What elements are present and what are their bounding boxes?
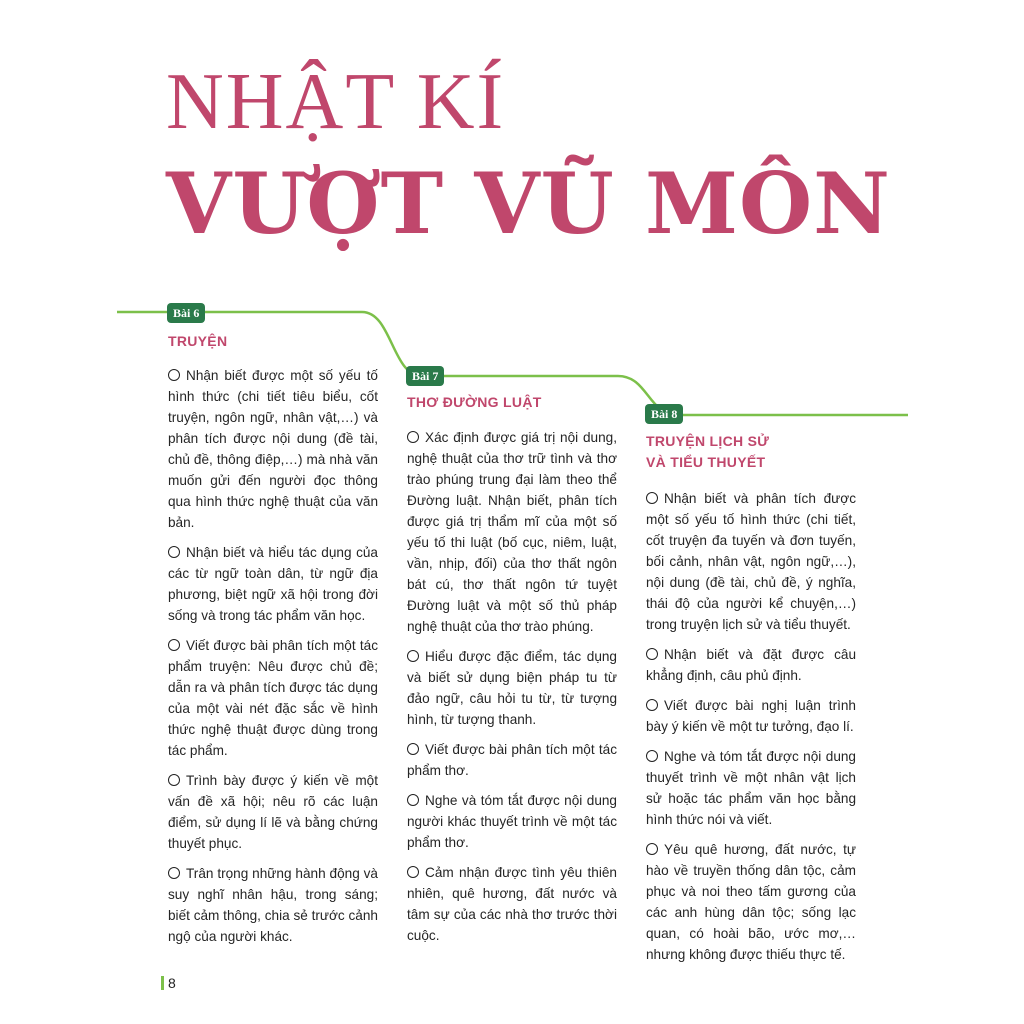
lesson-heading-line: TRUYỆN LỊCH SỬ	[646, 433, 770, 449]
objective-item	[646, 746, 856, 830]
page-number-marker	[161, 976, 164, 990]
circle-checkbox-icon	[407, 431, 419, 443]
objective-item	[407, 646, 617, 730]
objective-text: Viết được bài nghị luận trình bày ý kiến về một tư tưởng, đạo lí.	[646, 698, 856, 734]
objective-item	[646, 695, 856, 737]
objective-text: Cảm nhận được tình yêu thiên nhiên, quê hương, đất nước và tâm sự của các nhà thơ trước thời cuộc.	[407, 865, 617, 943]
circle-checkbox-icon	[407, 650, 419, 662]
lesson-heading-line: TRUYỆN	[168, 333, 228, 349]
objective-text: Nhận biết được một số yếu tố hình thức (chi tiết tiêu biểu, cốt truyện, ngôn ngữ, nhân vật,…) và phân tích được nội dung (đề tài, chủ đề, thông điệp,…) mà nhà văn muốn gửi đến người đọc thông qua hình thức nghệ thuật của văn bản.	[168, 368, 378, 530]
lesson-column-7	[407, 427, 617, 955]
objective-item	[168, 635, 378, 761]
objective-text: Nhận biết và hiểu tác dụng của các từ ngữ toàn dân, từ ngữ địa phương, biệt ngữ xã hội trong đời sống và trong tác phẩm văn học.	[168, 545, 378, 623]
lesson-column-8	[646, 488, 856, 974]
objective-text: Viết được bài phân tích một tác phẩm thơ.	[407, 742, 617, 778]
circle-checkbox-icon	[168, 369, 180, 381]
lesson-badge-6: Bài 6	[167, 303, 205, 323]
title-line-2: VƯỢT VŨ MÔN	[166, 154, 891, 253]
objective-item	[646, 644, 856, 686]
objective-text: Hiểu được đặc điểm, tác dụng và biết sử dụng biện pháp tu từ đảo ngữ, câu hỏi tu từ, từ tượng hình, từ tượng thanh.	[407, 649, 617, 727]
lesson-heading-7	[407, 392, 542, 413]
title-line-1: NHẬT KÍ	[166, 58, 506, 146]
objective-item	[168, 365, 378, 533]
objective-item	[407, 790, 617, 853]
objective-item	[646, 488, 856, 635]
lesson-heading-6	[168, 331, 227, 352]
objective-text: Nhận biết và đặt được câu khẳng định, câu phủ định.	[646, 647, 856, 683]
circle-checkbox-icon	[407, 743, 419, 755]
objective-item	[407, 427, 617, 637]
circle-checkbox-icon	[168, 774, 180, 786]
circle-checkbox-icon	[646, 492, 658, 504]
page-number: 8	[168, 975, 176, 991]
objective-item	[168, 863, 378, 947]
objective-text: Trình bày được ý kiến về một vấn đề xã hội; nêu rõ các luận điểm, sử dụng lí lẽ và bằng chứng thuyết phục.	[168, 773, 378, 851]
objective-text: Trân trọng những hành động và suy nghĩ nhân hậu, trong sáng; biết cảm thông, chia sẻ trước cảnh ngộ của người khác.	[168, 866, 378, 944]
lesson-badge-7: Bài 7	[406, 366, 444, 386]
objective-text: Xác định được giá trị nội dung, nghệ thuật của thơ trữ tình và thơ trào phúng trung đại làm theo thể Đường luật. Nhận biết, phân tích được giá trị thẩm mĩ của một số yếu tố thi luật (bố cục, niêm, luật, vần, nhịp, đối) của thơ thất ngôn bát cú, thơ thất ngôn tứ tuyệt Đường luật và một số thủ pháp nghệ thuật của thơ trào phúng.	[407, 430, 617, 634]
objective-item	[168, 542, 378, 626]
objective-item	[646, 839, 856, 965]
circle-checkbox-icon	[168, 639, 180, 651]
objective-text: Nghe và tóm tắt được nội dung thuyết trình về một nhân vật lịch sử hoặc tác phẩm văn học bằng hình thức nói và viết.	[646, 749, 856, 827]
objective-item	[407, 739, 617, 781]
objective-text: Yêu quê hương, đất nước, tự hào về truyền thống dân tộc, cảm phục và noi theo tấm gương của các anh hùng dân tộc; sống lạc quan, có hoài bão, ước mơ,… nhưng không được thiếu thực tế.	[646, 842, 856, 962]
objective-text: Nghe và tóm tắt được nội dung người khác thuyết trình về một tác phẩm thơ.	[407, 793, 617, 850]
lesson-badge-8: Bài 8	[645, 404, 683, 424]
circle-checkbox-icon	[646, 843, 658, 855]
lesson-heading-8	[646, 431, 769, 473]
circle-checkbox-icon	[646, 750, 658, 762]
objective-text: Nhận biết và phân tích được một số yếu tố hình thức (chi tiết, cốt truyện đa tuyến và đơn tuyến, bối cảnh, nhân vật, ngôn ngữ,…), nội dung (đề tài, chủ đề, ý nghĩa, thái độ của người kể chuyện,…) trong truyện lịch sử và tiểu thuyết.	[646, 491, 856, 632]
objective-text: Viết được bài phân tích một tác phẩm truyện: Nêu được chủ đề; dẫn ra và phân tích được tác dụng của một vài nét đặc sắc về hình thức nghệ thuật được dùng trong tác phẩm.	[168, 638, 378, 758]
circle-checkbox-icon	[168, 546, 180, 558]
objective-item	[168, 770, 378, 854]
lesson-heading-line: THƠ ĐƯỜNG LUẬT	[407, 394, 542, 410]
circle-checkbox-icon	[168, 867, 180, 879]
circle-checkbox-icon	[407, 866, 419, 878]
lesson-heading-line: VÀ TIỂU THUYẾT	[646, 454, 766, 470]
circle-checkbox-icon	[646, 699, 658, 711]
objective-item	[407, 862, 617, 946]
circle-checkbox-icon	[646, 648, 658, 660]
circle-checkbox-icon	[407, 794, 419, 806]
lesson-column-6	[168, 365, 378, 956]
